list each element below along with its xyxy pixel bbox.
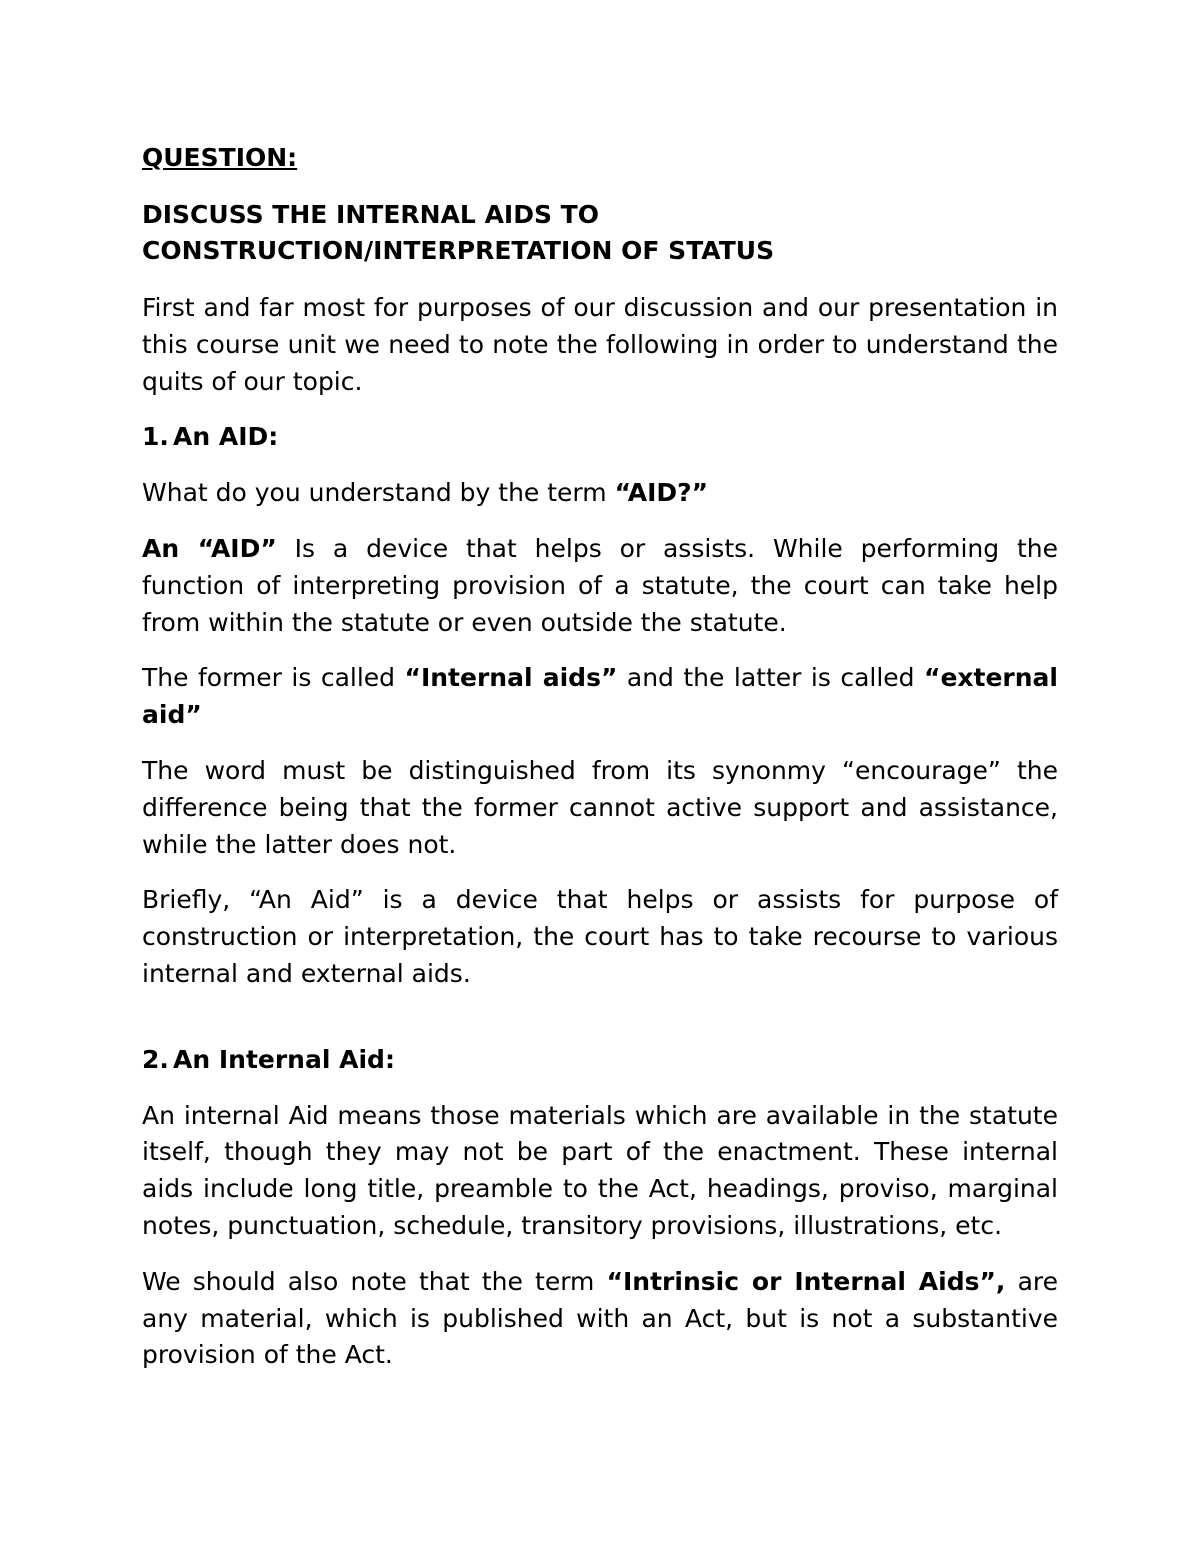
former-pre-text: The former is called bbox=[142, 663, 405, 693]
title-line-2: CONSTRUCTION/INTERPRETATION OF STATUS bbox=[142, 236, 775, 266]
intrinsic-pre-text: We should also note that the term bbox=[142, 1266, 607, 1296]
section-1-heading bbox=[142, 419, 1058, 456]
document-page bbox=[142, 140, 1058, 1393]
former-latter-paragraph bbox=[142, 660, 1058, 734]
title-line-1: DISCUSS THE INTERNAL AIDS TO bbox=[142, 199, 599, 229]
intro-paragraph: First and far most for purposes of our discussion and our presentation in this course unit we need to note the following in order to understand the quits of our topic. bbox=[142, 292, 1058, 396]
question-title bbox=[142, 197, 1058, 270]
aid-definition-term: An “AID” bbox=[142, 533, 277, 563]
intrinsic-aids-term: “Intrinsic or Internal Aids”, bbox=[606, 1266, 1006, 1296]
section-2-number: 2. bbox=[142, 1044, 169, 1074]
section-2-title: An Internal Aid: bbox=[173, 1044, 395, 1074]
aid-question-term: “AID?” bbox=[614, 478, 709, 508]
question-label: QUESTION: bbox=[142, 143, 298, 172]
word-distinction-paragraph: The word must be distinguished from its synonmy “encourage” the difference being that the former cannot active support and assistance, while the latter does not. bbox=[142, 755, 1058, 859]
aid-question-paragraph bbox=[142, 475, 1058, 512]
briefly-paragraph: Briefly, “An Aid” is a device that helps or assists for purpose of construction or interpretation, the court has to take recourse to various internal and external aids. bbox=[142, 885, 1058, 988]
internal-aids-term: “Internal aids” bbox=[404, 663, 618, 693]
intrinsic-aids-paragraph bbox=[142, 1264, 1058, 1374]
aid-question-text: What do you understand by the term bbox=[142, 478, 615, 508]
external-aid-term: “external aid” bbox=[142, 663, 1058, 730]
internal-aid-definition-paragraph: An internal Aid means those materials which are available in the statute itself, though they may not be part of the enactment. These internal aids include long title, preamble to the Act, headings, proviso, marginal notes, punctuation, schedule, transitory provisions, illustrations, etc. bbox=[142, 1100, 1058, 1240]
aid-definition-paragraph bbox=[142, 531, 1058, 641]
former-mid-text: and the latter is called bbox=[617, 663, 925, 693]
section-1-number: 1. bbox=[142, 422, 169, 452]
section-2-heading bbox=[142, 1042, 1058, 1079]
section-1-title: An AID: bbox=[173, 422, 279, 452]
intrinsic-post-text: are any material, which is published with an Act, but is not a substantive provision of the Act. bbox=[142, 1266, 1058, 1370]
aid-definition-text: Is a device that helps or assists. While performing the function of interpreting provision of a statute, the court can take help from within the statute or even outside the statute. bbox=[142, 533, 1058, 637]
